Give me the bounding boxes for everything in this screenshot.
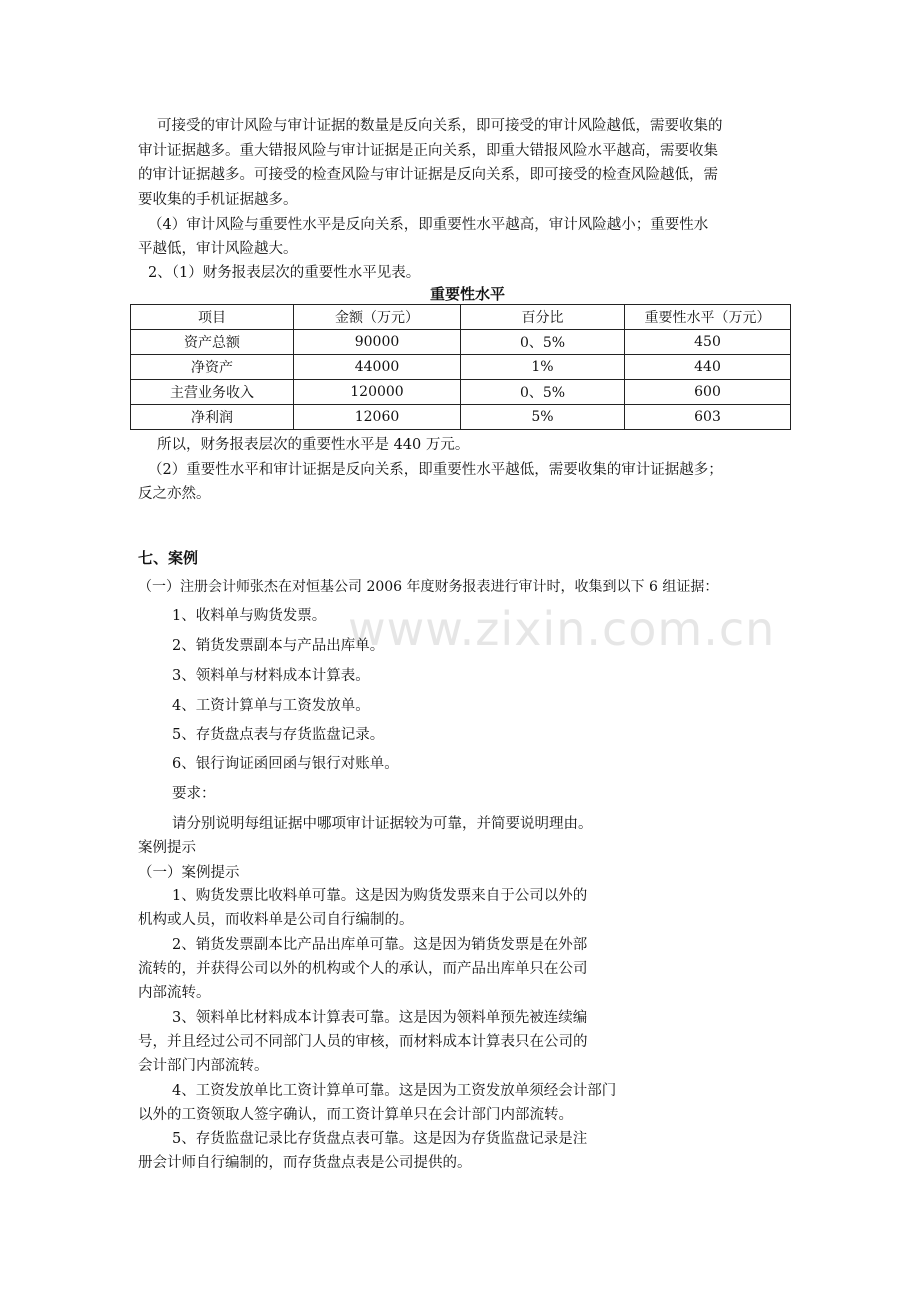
case-intro: （一）注册会计师张杰在对恒基公司 2006 年度财务报表进行审计时，收集到以下 6 组证据：: [138, 579, 719, 595]
paragraph-line: （2）重要性水平和审计证据是反向关系，即重要性水平越低，需要收集的审计证据越多；: [148, 462, 723, 478]
list-item: 3、领料单与材料成本计算表。: [172, 668, 370, 684]
hint-line: 4、工资发放单比工资计算单可靠。这是因为工资发放单须经会计部门: [172, 1083, 617, 1099]
table-row: [131, 355, 791, 380]
table-cell: 净利润: [131, 405, 294, 430]
table-cell: 资产总额: [131, 330, 294, 355]
table-row: [131, 330, 791, 355]
hint-line: 3、领料单比材料成本计算表可靠。这是因为领料单预先被连续编: [172, 1010, 588, 1026]
hint-subtitle: （一）案例提示: [138, 865, 240, 881]
hint-line: 内部流转。: [138, 985, 211, 1001]
table-header-cell: 重要性水平（万元）: [625, 305, 791, 330]
list-item: 4、工资计算单与工资发放单。: [172, 698, 370, 714]
hint-line: 号，并且经过公司不同部门人员的审核，而材料成本计算表只在公司的: [138, 1034, 588, 1050]
watermark: www.zixin.com.cn: [348, 602, 776, 656]
table-cell: 主营业务收入: [131, 380, 294, 405]
paragraph-line: 可接受的审计风险与审计证据的数量是反向关系，即可接受的审计风险越低，需要收集的: [157, 118, 723, 134]
table-header-cell: 百分比: [461, 305, 625, 330]
table-header-row: [131, 305, 791, 330]
table-header-cell: 项目: [131, 305, 294, 330]
table-row: [131, 380, 791, 405]
table-cell: 净资产: [131, 355, 294, 380]
table-header-cell: 金额（万元）: [294, 305, 461, 330]
hint-line: 5、存货监盘记录比存货盘点表可靠。这是因为存货监盘记录是注: [172, 1131, 588, 1147]
requirement-text: 请分别说明每组证据中哪项审计证据较为可靠，并简要说明理由。: [172, 816, 593, 832]
hint-line: 册会计师自行编制的，而存货盘点表是公司提供的。: [138, 1155, 472, 1171]
section-heading: 七、案例: [138, 549, 199, 567]
table-cell: 12060: [294, 405, 461, 430]
hint-line: 会计部门内部流转。: [138, 1058, 269, 1074]
table-title: 重要性水平: [430, 285, 506, 303]
table-row: [131, 405, 791, 430]
hint-line: 流转的，并获得公司以外的机构或个人的承认，而产品出库单只在公司: [138, 961, 588, 977]
paragraph-line: 反之亦然。: [138, 486, 211, 502]
table-cell: 90000: [294, 330, 461, 355]
hint-line: 以外的工资领取人签字确认，而工资计算单只在会计部门内部流转。: [138, 1107, 573, 1123]
table-cell: 5%: [461, 405, 625, 430]
table-cell: 1%: [461, 355, 625, 380]
table-cell: 120000: [294, 380, 461, 405]
table-cell: 603: [625, 405, 791, 430]
hint-line: 1、购货发票比收料单可靠。这是因为购货发票来自于公司以外的: [172, 888, 588, 904]
list-item: 1、收料单与购货发票。: [172, 608, 327, 624]
list-item: 5、存货盘点表与存货监盘记录。: [172, 727, 385, 743]
list-item: 6、银行询证函回函与银行对账单。: [172, 756, 399, 772]
paragraph-line: 2、（1）财务报表层次的重要性水平见表。: [148, 265, 421, 281]
materiality-table: [130, 304, 791, 430]
paragraph-line: （4）审计风险与重要性水平是反向关系，即重要性水平越高，审计风险越小；重要性水: [148, 217, 709, 233]
paragraph-line: 平越低，审计风险越大。: [138, 241, 298, 257]
requirement-label: 要求：: [172, 786, 216, 802]
paragraph-line: 审计证据越多。重大错报风险与审计证据是正向关系，即重大错报风险水平越高，需要收集: [138, 143, 718, 159]
paragraph-line: 所以，财务报表层次的重要性水平是 440 万元。: [157, 437, 470, 453]
hint-line: 机构或人员，而收料单是公司自行编制的。: [138, 912, 414, 928]
table-cell: 440: [625, 355, 791, 380]
hint-line: 2、销货发票副本比产品出库单可靠。这是因为销货发票是在外部: [172, 937, 588, 953]
paragraph-line: 要收集的手机证据越多。: [138, 192, 298, 208]
table-cell: 450: [625, 330, 791, 355]
table-cell: 0、5%: [461, 380, 625, 405]
hint-title: 案例提示: [138, 840, 196, 856]
table-cell: 44000: [294, 355, 461, 380]
list-item: 2、销货发票副本与产品出库单。: [172, 638, 385, 654]
paragraph-line: 的审计证据越多。可接受的检查风险与审计证据是反向关系，即可接受的检查风险越低，需: [138, 167, 718, 183]
table-cell: 600: [625, 380, 791, 405]
table-cell: 0、5%: [461, 330, 625, 355]
